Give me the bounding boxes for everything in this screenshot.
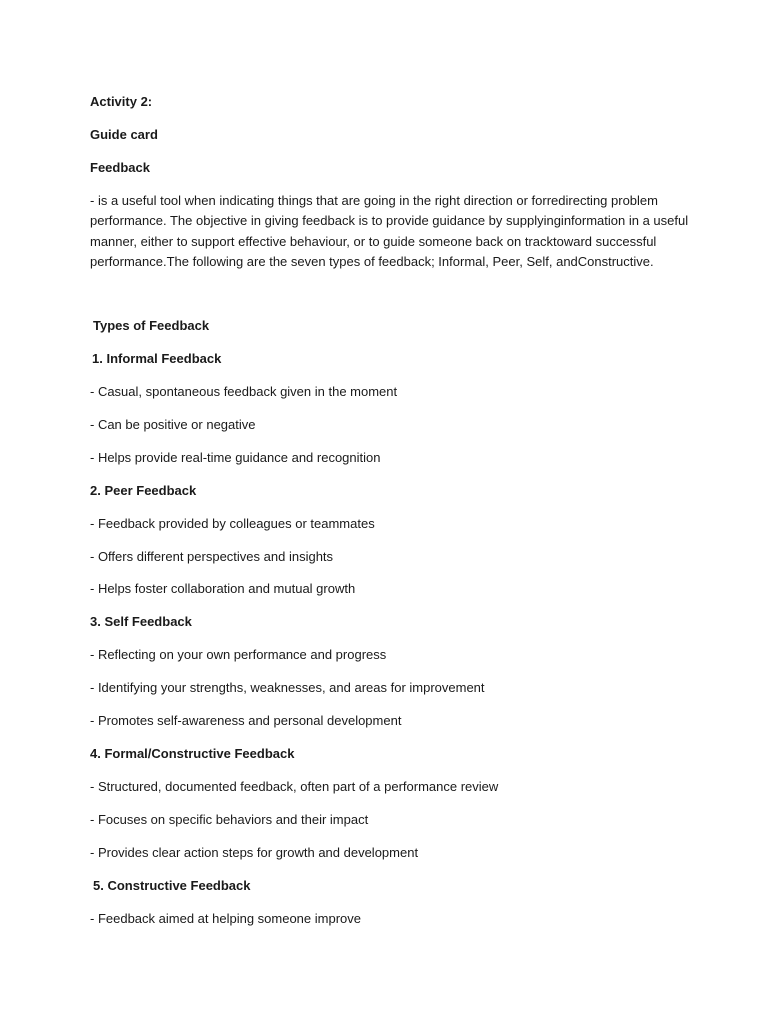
section-title-formal-constructive: 4. Formal/Constructive Feedback (90, 746, 295, 761)
list-item: - Feedback provided by colleagues or teammates (90, 516, 375, 531)
list-item: - Structured, documented feedback, often part of a performance review (90, 779, 499, 794)
list-item: - Can be positive or negative (90, 417, 256, 432)
list-item: - Helps foster collaboration and mutual growth (90, 581, 356, 596)
types-heading: Types of Feedback (93, 318, 210, 333)
list-item: - Offers different perspectives and insights (90, 549, 334, 564)
guide-card-label: Guide card (90, 127, 158, 142)
list-item: - Focuses on specific behaviors and their impact (90, 812, 369, 827)
list-item: - Identifying your strengths, weaknesses, and areas for improvement (90, 680, 485, 695)
list-item: - Feedback aimed at helping someone improve (90, 911, 361, 926)
section-title-constructive: 5. Constructive Feedback (93, 878, 251, 893)
list-item: - Provides clear action steps for growth and development (90, 845, 419, 860)
activity-title: Activity 2: (90, 94, 153, 109)
section-title-self: 3. Self Feedback (90, 614, 192, 629)
section-title-peer: 2. Peer Feedback (90, 483, 197, 498)
section-title-informal: 1. Informal Feedback (92, 351, 222, 366)
list-item: - Promotes self-awareness and personal development (90, 713, 402, 728)
feedback-heading: Feedback (90, 160, 150, 175)
list-item: - Helps provide real-time guidance and recognition (90, 450, 381, 465)
intro-paragraph: - is a useful tool when indicating things that are going in the right direction or forredirecting problem performance. The objective in giving feedback is to provide guidance by supplyinginformation in a useful manner, either to support effective behaviour, or to guide someone back on tracktoward successful performance.The following are the seven types of feedback; Informal, Peer, Self, andConstructive. (90, 193, 689, 269)
list-item: - Reflecting on your own performance and progress (90, 647, 387, 662)
list-item: - Casual, spontaneous feedback given in the moment (90, 384, 398, 399)
